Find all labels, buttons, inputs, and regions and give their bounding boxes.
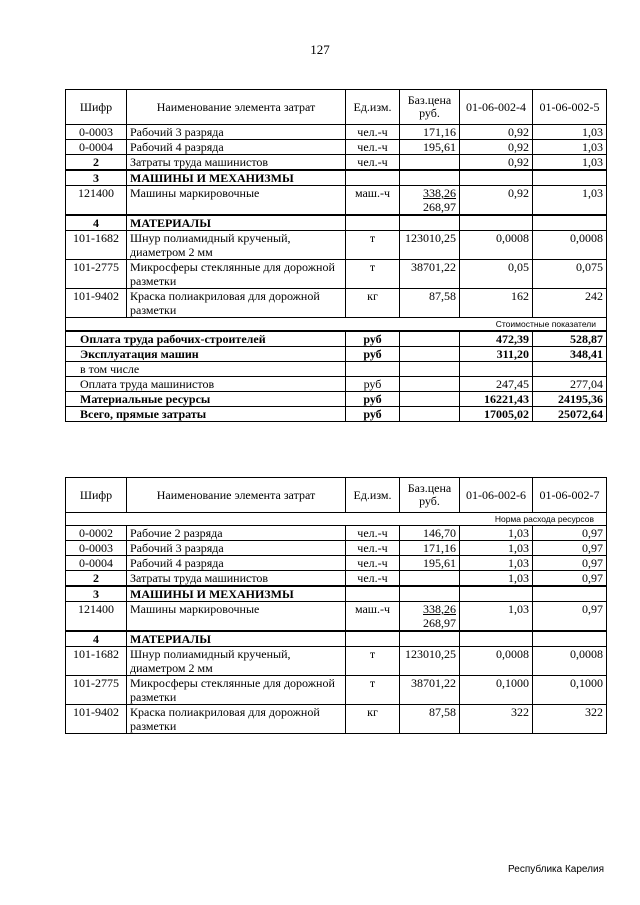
summary-value-b: 277,04 (533, 377, 607, 392)
row-name: Шнур полиамидный крученый, диаметром 2 мм (127, 647, 346, 676)
row-name: Рабочие 2 разряда (127, 526, 346, 541)
row-code: 101-2775 (66, 676, 127, 705)
row-code: 0-0003 (66, 125, 127, 140)
table-row (66, 155, 607, 171)
row-code: 0-0004 (66, 556, 127, 571)
row-value-a: 1,03 (460, 571, 533, 587)
row-value-b: 1,03 (533, 186, 607, 216)
summary-row (66, 331, 607, 347)
row-name: Краска полиакриловая для дорожной разметки (127, 289, 346, 318)
section-title: МАШИНЫ И МЕХАНИЗМЫ (127, 170, 346, 186)
header-col-b: 01-06-002-7 (533, 478, 607, 513)
row-value-b: 0,97 (533, 541, 607, 556)
footer-region: Республика Карелия (508, 864, 604, 875)
summary-name: Оплата труда рабочих-строителей (66, 331, 346, 347)
row-value-a: 1,03 (460, 541, 533, 556)
row-price: 146,70 (400, 526, 460, 541)
summary-name: Эксплуатация машин (66, 347, 346, 362)
row-price: 38701,22 (400, 260, 460, 289)
row-value-b: 0,0008 (533, 647, 607, 676)
table-row (66, 541, 607, 556)
row-price (400, 155, 460, 171)
summary-value-a: 16221,43 (460, 392, 533, 407)
table-row (66, 647, 607, 676)
row-unit: кг (346, 289, 400, 318)
summary-unit: руб (346, 392, 400, 407)
cost-table-1 (65, 89, 607, 422)
row-price: 87,58 (400, 289, 460, 318)
section-code: 3 (66, 586, 127, 602)
cost-indicators-row (66, 318, 607, 332)
summary-unit: руб (346, 331, 400, 347)
row-value-b: 242 (533, 289, 607, 318)
norm-row (66, 513, 607, 526)
row-name: Затраты труда машинистов (127, 571, 346, 587)
row-price: 171,16 (400, 541, 460, 556)
summary-value-b: 24195,36 (533, 392, 607, 407)
row-name: Рабочий 3 разряда (127, 541, 346, 556)
row-price: 123010,25 (400, 231, 460, 260)
row-name: Рабочий 4 разряда (127, 140, 346, 155)
section-title: МАТЕРИАЛЫ (127, 631, 346, 647)
row-code: 101-9402 (66, 705, 127, 734)
table-row (66, 705, 607, 734)
header-code: Шифр (66, 90, 127, 125)
table-header (66, 90, 607, 125)
row-name: Затраты труда машинистов (127, 155, 346, 171)
summary-unit: руб (346, 377, 400, 392)
summary-row (66, 392, 607, 407)
row-value-a: 0,05 (460, 260, 533, 289)
row-unit: чел.-ч (346, 541, 400, 556)
row-unit: т (346, 231, 400, 260)
row-code: 101-2775 (66, 260, 127, 289)
row-value-a: 322 (460, 705, 533, 734)
norm-label: Норма расхода ресурсов (66, 513, 607, 526)
summary-value-b: 25072,64 (533, 407, 607, 422)
row-name: Рабочий 4 разряда (127, 556, 346, 571)
summary-value-a: 311,20 (460, 347, 533, 362)
table-row (66, 260, 607, 289)
row-unit: чел.-ч (346, 125, 400, 140)
row-price: 87,58 (400, 705, 460, 734)
row-name: Рабочий 3 разряда (127, 125, 346, 140)
header-col-b: 01-06-002-5 (533, 90, 607, 125)
summary-name: Оплата труда машинистов (66, 377, 346, 392)
header-price: Баз.цена руб. (400, 478, 460, 513)
row-unit: т (346, 647, 400, 676)
row-name: Машины маркировочные (127, 602, 346, 632)
table-row (66, 125, 607, 140)
summary-row (66, 347, 607, 362)
row-price (400, 571, 460, 587)
summary-value-a: 17005,02 (460, 407, 533, 422)
row-unit: чел.-ч (346, 140, 400, 155)
summary-value-a: 472,39 (460, 331, 533, 347)
price-current: 338,26 (423, 186, 456, 200)
row-value-a: 0,0008 (460, 647, 533, 676)
table-row (66, 571, 607, 587)
section-row (66, 215, 607, 231)
row-unit: т (346, 260, 400, 289)
row-value-b: 0,0008 (533, 231, 607, 260)
table-row (66, 289, 607, 318)
row-value-b: 0,97 (533, 602, 607, 632)
row-code: 101-9402 (66, 289, 127, 318)
table-row (66, 602, 607, 632)
summary-name: Материальные ресурсы (66, 392, 346, 407)
row-code: 121400 (66, 602, 127, 632)
summary-value-b (533, 362, 607, 377)
table-header (66, 478, 607, 513)
row-price (400, 186, 460, 216)
section-code: 4 (66, 215, 127, 231)
row-unit: чел.-ч (346, 571, 400, 587)
table-row (66, 186, 607, 216)
table-row (66, 231, 607, 260)
row-value-b: 0,075 (533, 260, 607, 289)
row-value-a: 0,92 (460, 140, 533, 155)
header-col-a: 01-06-002-6 (460, 478, 533, 513)
header-unit: Ед.изм. (346, 478, 400, 513)
row-value-a: 162 (460, 289, 533, 318)
row-name: Шнур полиамидный крученый, диаметром 2 мм (127, 231, 346, 260)
row-price: 38701,22 (400, 676, 460, 705)
row-value-a: 1,03 (460, 556, 533, 571)
row-price: 195,61 (400, 140, 460, 155)
row-code: 0-0003 (66, 541, 127, 556)
summary-value-a: 247,45 (460, 377, 533, 392)
row-code: 121400 (66, 186, 127, 216)
header-price: Баз.цена руб. (400, 90, 460, 125)
row-price: 171,16 (400, 125, 460, 140)
row-code: 2 (66, 571, 127, 587)
table-row (66, 676, 607, 705)
row-unit: кг (346, 705, 400, 734)
section-title: МАШИНЫ И МЕХАНИЗМЫ (127, 586, 346, 602)
row-unit: маш.-ч (346, 186, 400, 216)
row-code: 101-1682 (66, 647, 127, 676)
summary-value-b: 348,41 (533, 347, 607, 362)
row-code: 101-1682 (66, 231, 127, 260)
header-unit: Ед.изм. (346, 90, 400, 125)
row-unit: маш.-ч (346, 602, 400, 632)
summary-unit (346, 362, 400, 377)
cost-indicators-label: Стоимостные показатели (66, 318, 607, 332)
summary-row (66, 362, 607, 377)
summary-value-b: 528,87 (533, 331, 607, 347)
row-code: 0-0004 (66, 140, 127, 155)
table-row (66, 556, 607, 571)
row-name: Краска полиакриловая для дорожной разметки (127, 705, 346, 734)
row-value-a: 0,92 (460, 186, 533, 216)
row-value-a: 1,03 (460, 602, 533, 632)
header-name: Наименование элемента затрат (127, 90, 346, 125)
table-row (66, 140, 607, 155)
row-name: Машины маркировочные (127, 186, 346, 216)
summary-unit: руб (346, 347, 400, 362)
row-code: 2 (66, 155, 127, 171)
row-code: 0-0002 (66, 526, 127, 541)
summary-value-a (460, 362, 533, 377)
row-value-b: 0,97 (533, 526, 607, 541)
row-value-b: 0,97 (533, 571, 607, 587)
row-value-a: 0,0008 (460, 231, 533, 260)
row-unit: чел.-ч (346, 526, 400, 541)
row-value-b: 0,97 (533, 556, 607, 571)
row-value-a: 0,92 (460, 125, 533, 140)
row-value-a: 0,92 (460, 155, 533, 171)
table-row (66, 526, 607, 541)
page-number: 127 (310, 42, 330, 57)
row-unit: т (346, 676, 400, 705)
header-name: Наименование элемента затрат (127, 478, 346, 513)
section-row (66, 586, 607, 602)
price-current: 338,26 (423, 602, 456, 616)
section-code: 4 (66, 631, 127, 647)
summary-row (66, 407, 607, 422)
row-price (400, 602, 460, 632)
section-row (66, 170, 607, 186)
cost-table-2 (65, 477, 607, 734)
row-unit: чел.-ч (346, 556, 400, 571)
row-price: 195,61 (400, 556, 460, 571)
row-name: Микросферы стеклянные для дорожной разметки (127, 676, 346, 705)
price-alt: 268,97 (423, 200, 456, 214)
summary-row (66, 377, 607, 392)
row-value-b: 322 (533, 705, 607, 734)
row-value-a: 0,1000 (460, 676, 533, 705)
summary-unit: руб (346, 407, 400, 422)
section-code: 3 (66, 170, 127, 186)
summary-name: Всего, прямые затраты (66, 407, 346, 422)
row-value-b: 0,1000 (533, 676, 607, 705)
header-col-a: 01-06-002-4 (460, 90, 533, 125)
row-price: 123010,25 (400, 647, 460, 676)
price-alt: 268,97 (423, 616, 456, 630)
row-value-b: 1,03 (533, 155, 607, 171)
row-value-b: 1,03 (533, 140, 607, 155)
row-value-a: 1,03 (460, 526, 533, 541)
section-row (66, 631, 607, 647)
header-code: Шифр (66, 478, 127, 513)
section-title: МАТЕРИАЛЫ (127, 215, 346, 231)
row-value-b: 1,03 (533, 125, 607, 140)
row-name: Микросферы стеклянные для дорожной разметки (127, 260, 346, 289)
row-unit: чел.-ч (346, 155, 400, 171)
summary-name: в том числе (66, 362, 346, 377)
